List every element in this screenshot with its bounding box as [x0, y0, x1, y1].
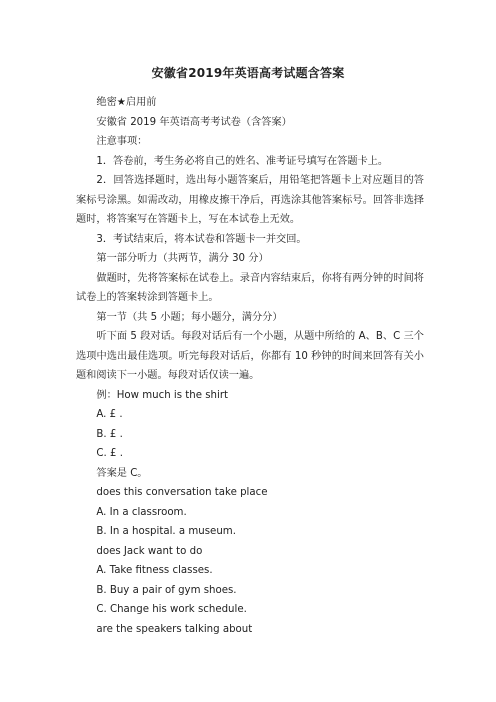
paragraph-example-option-b: B. £ . — [96, 428, 123, 440]
paragraph-question-2-option-b: B. Buy a pair of gym shoes. — [96, 584, 237, 596]
paragraph-note-2: 2．回答选择题时，选出每小题答案后，用铅笔把答题卡上对应题目的答案标号涂黑。如需改动，用橡皮擦干净后，再选涂其他答案标号。回答非选择题时，将答案写在答题卡上，写在本试卷上无效。 — [76, 175, 424, 225]
paragraph-example-option-c: C. £ . — [96, 448, 123, 459]
paragraph-note-3: 3．考试结束后，将本试卷和答题卡一并交回。 — [96, 233, 307, 245]
paragraph-question-3: are the speakers talking about — [96, 623, 253, 635]
paragraph-part-one-instructions: 做题时，先将答案标在试卷上。录音内容结束后，你将有两分钟的时间将试卷上的答案转涂到答题卡上。 — [76, 272, 424, 303]
paragraph-part-one-heading: 第一部分听力（共两节，满分 30 分） — [96, 253, 269, 264]
paragraph-question-2-option-a: A. Take fitness classes. — [96, 565, 213, 576]
paragraph-section-one-heading: 第一节（共 5 小题；每小题分，满分分） — [96, 311, 283, 323]
paragraph-question-1: does this conversation take place — [96, 487, 268, 498]
document-title: 安徽省2019年英语高考试题含答案 — [151, 66, 345, 80]
paragraph-confidential: 绝密★启用前 — [96, 97, 157, 108]
paragraph-example-question: 例：How much is the shirt — [96, 389, 229, 401]
paragraph-question-2-option-c: C. Change his work schedule. — [96, 604, 247, 615]
paragraph-section-one-instructions: 听下面 5 段对话。每段对话后有一个小题，从题中所给的 A、B、C 三个选项中选出最佳选项。听完每段对话后，你都有 10 秒钟的时间来回答有关小题和阅读下一小题。每段对话仅读一遍。 — [76, 331, 424, 381]
paragraph-example-answer: 答案是 C。 — [96, 467, 148, 479]
document-body — [76, 93, 424, 639]
paragraph-note-1: 1．答卷前，考生务必将自己的姓名、准考证号填写在答题卡上。 — [96, 155, 389, 167]
paragraph-example-option-a: A. £ . — [96, 409, 123, 420]
paragraph-question-1-option-b: B. In a hospital. a museum. — [96, 526, 236, 537]
paragraph-question-1-option-a: A. In a classroom. — [96, 506, 187, 518]
paragraph-exam-name: 安徽省 2019 年英语高考考试卷（含答案） — [96, 116, 292, 128]
paragraph-question-2: does Jack want to do — [96, 545, 203, 557]
paragraph-notes-heading: 注意事项： — [96, 136, 148, 147]
